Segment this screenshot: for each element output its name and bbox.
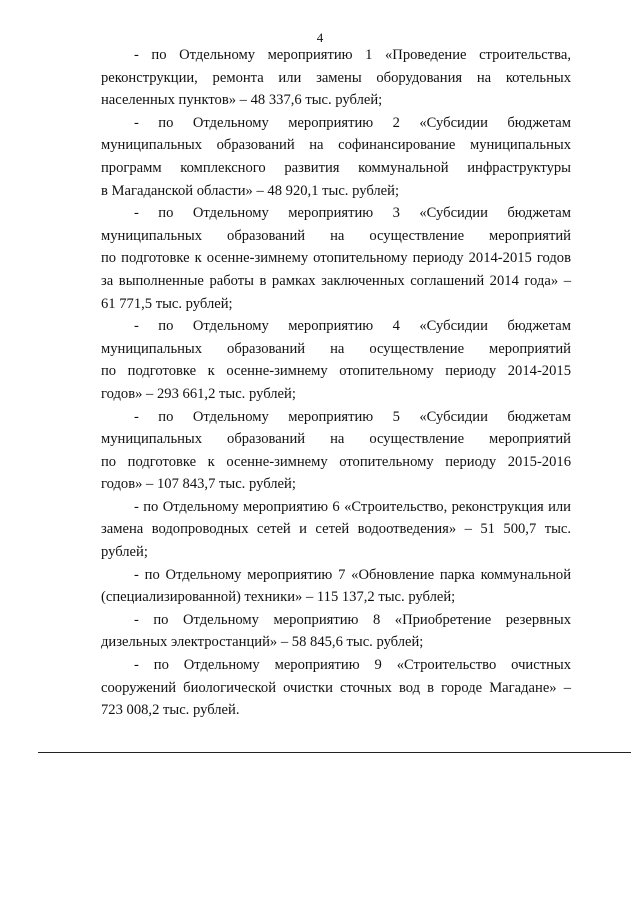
document-body	[101, 44, 571, 722]
text-line: - по Отдельному мероприятию 1 «Проведение строительства,	[134, 47, 571, 63]
paragraph-measure-9	[101, 654, 571, 722]
text-line: - по Отдельному мероприятию 6 «Строительство, реконструкция или	[134, 498, 571, 515]
text-line: реконструкции, ремонта или замены оборудования на котельных	[101, 69, 571, 86]
text-line: муниципальных образований на осуществление мероприятий	[101, 431, 571, 448]
text-line: - по Отдельному мероприятию 7 «Обновление парка коммунальной	[134, 566, 571, 583]
text-line: - по Отдельному мероприятию 9 «Строительство очистных	[134, 657, 571, 674]
text-line: муниципальных образований на осуществление мероприятий	[101, 227, 571, 244]
paragraph-measure-8	[101, 609, 571, 654]
text-line: - по Отдельному мероприятию 5 «Субсидии бюджетам	[134, 408, 571, 425]
text-line: годов» – 293 661,2 тыс. рублей;	[101, 385, 296, 402]
paragraph-measure-5	[101, 406, 571, 496]
text-line: программ комплексного развития коммунальной инфраструктуры	[101, 159, 571, 176]
text-line: - по Отдельному мероприятию 3 «Субсидии бюджетам	[134, 205, 571, 222]
text-line: за выполненные работы в рамках заключенных соглашений 2014 года» –	[101, 272, 571, 289]
paragraph-measure-4	[101, 315, 571, 405]
text-line: по подготовке к осенне-зимнему отопительному периоду 2014-2015 годов	[101, 250, 571, 267]
text-line: населенных пунктов» – 48 337,6 тыс. рублей;	[101, 92, 383, 109]
text-line: муниципальных образований на осуществление мероприятий	[101, 340, 571, 357]
text-line: рублей;	[101, 544, 148, 561]
text-line: - по Отдельному мероприятию 2 «Субсидии бюджетам	[134, 114, 571, 131]
page-number: 4	[316, 30, 324, 45]
paragraph-measure-7	[101, 564, 571, 609]
text-line: - по Отдельному мероприятию 8 «Приобретение резервных	[134, 611, 571, 628]
footer-divider	[38, 752, 631, 753]
paragraph-measure-2	[101, 112, 571, 202]
text-line: - по Отдельному мероприятию 4 «Субсидии бюджетам	[134, 318, 571, 335]
text-line: по подготовке к осенне-зимнему отопительному периоду 2015-2016	[101, 453, 571, 470]
text-line: сооружений биологической очистки сточных вод в городе Магадане» –	[101, 679, 571, 696]
text-line: (специализированной) техники» – 115 137,2 тыс. рублей;	[101, 589, 456, 606]
paragraph-measure-6	[101, 496, 571, 564]
text-line: 61 771,5 тыс. рублей;	[101, 295, 233, 312]
text-line: муниципальных образований на софинансирование муниципальных	[101, 137, 571, 154]
text-line: по подготовке к осенне-зимнему отопительному периоду 2014-2015	[101, 363, 571, 380]
paragraph-measure-3	[101, 202, 571, 315]
text-line: дизельных электростанций» – 58 845,6 тыс. рублей;	[101, 634, 424, 651]
text-line: 723 008,2 тыс. рублей.	[101, 702, 240, 719]
text-line: годов» – 107 843,7 тыс. рублей;	[101, 476, 296, 493]
paragraph-measure-1	[101, 44, 571, 112]
text-line: замена водопроводных сетей и сетей водоотведения» – 51 500,7 тыс.	[101, 521, 571, 538]
text-line: в Магаданской области» – 48 920,1 тыс. рублей;	[101, 182, 400, 199]
